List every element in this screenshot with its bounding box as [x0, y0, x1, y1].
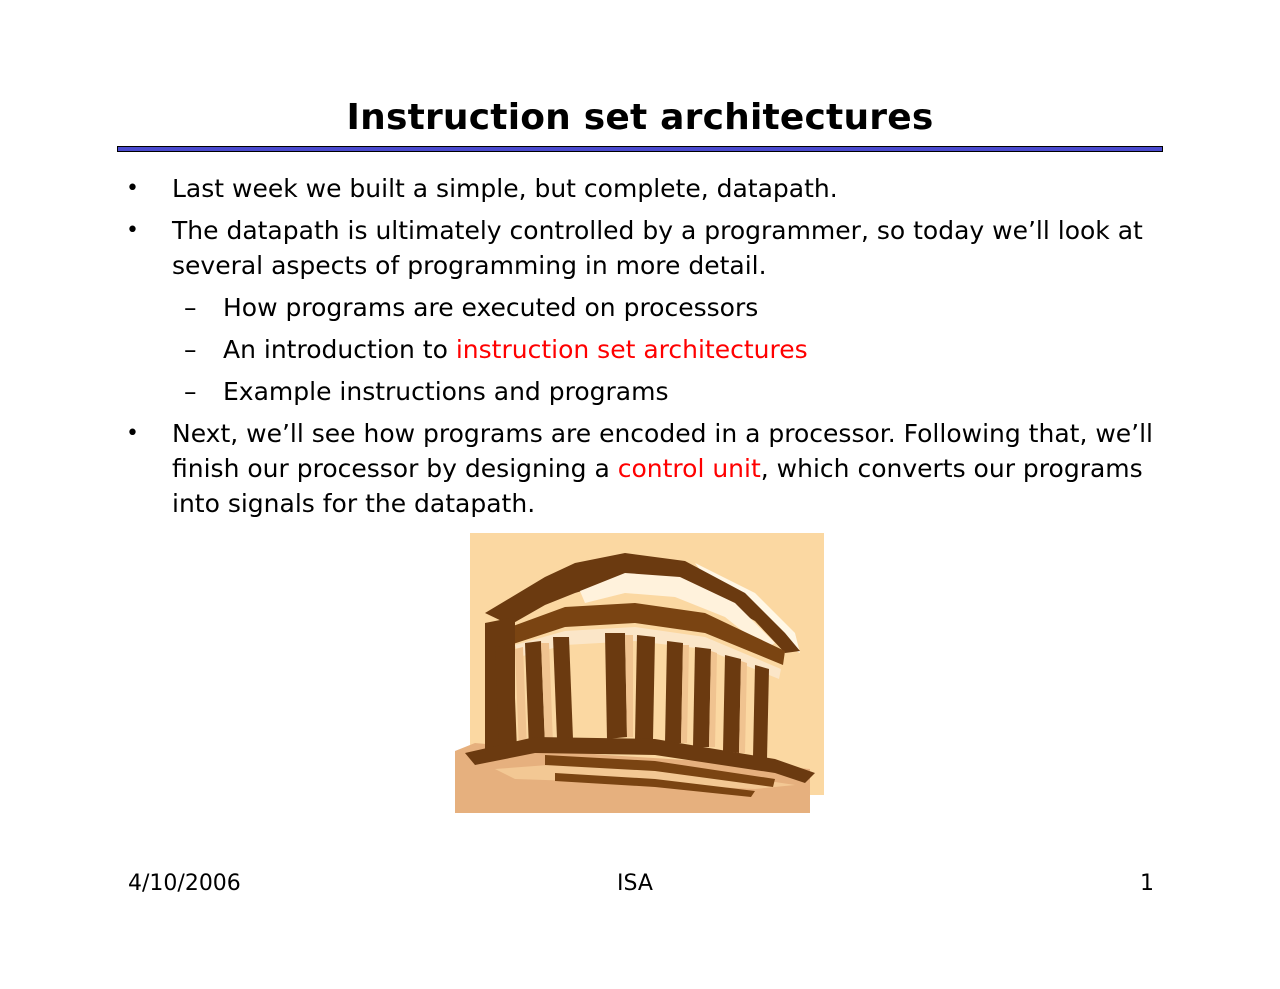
- sub-bullet-text: How programs are executed on processors: [223, 293, 759, 322]
- bullet-dot-icon: •: [126, 176, 139, 201]
- bullet-text: Next, we’ll see how programs are encoded in a processor. Following that, we’ll finish our processor by designing a: [172, 419, 1154, 483]
- page-number: 1: [1140, 871, 1154, 896]
- sub-bullet-dash-icon: –: [184, 335, 197, 364]
- footer-title: ISA: [617, 871, 653, 896]
- bullet-text-after: , which converts our programs into signals for the datapath.: [172, 454, 1143, 518]
- bullet-text: The datapath is ultimately controlled by a programmer, so today we’ll look at several aspects of programming in more detail.: [172, 216, 1143, 280]
- sub-bullet-dash-icon: –: [184, 293, 197, 322]
- slide-title: Instruction set architectures: [346, 97, 934, 138]
- slide-body: [126, 171, 1186, 528]
- footer-date: 4/10/2006: [128, 871, 241, 896]
- bullet-dot-icon: •: [126, 421, 139, 446]
- greek-temple-clipart-icon: [455, 533, 826, 813]
- sub-bullet-item: [126, 290, 1186, 325]
- bullet-text: Last week we built a simple, but complete, datapath.: [172, 174, 838, 203]
- bullet-item: [126, 213, 1186, 283]
- sub-bullet-item: [126, 374, 1186, 409]
- sub-bullet-item: [126, 332, 1186, 367]
- sub-bullet-text: An introduction to: [223, 335, 456, 364]
- highlight-control-unit: control unit: [617, 454, 761, 483]
- bullet-dot-icon: •: [126, 218, 139, 243]
- highlight-isa: instruction set architectures: [455, 335, 808, 364]
- bullet-item: [126, 416, 1186, 521]
- sub-bullet-text: Example instructions and programs: [223, 377, 669, 406]
- sub-bullet-dash-icon: –: [184, 377, 197, 406]
- bullet-item: [126, 171, 1186, 206]
- title-rule: [117, 146, 1163, 152]
